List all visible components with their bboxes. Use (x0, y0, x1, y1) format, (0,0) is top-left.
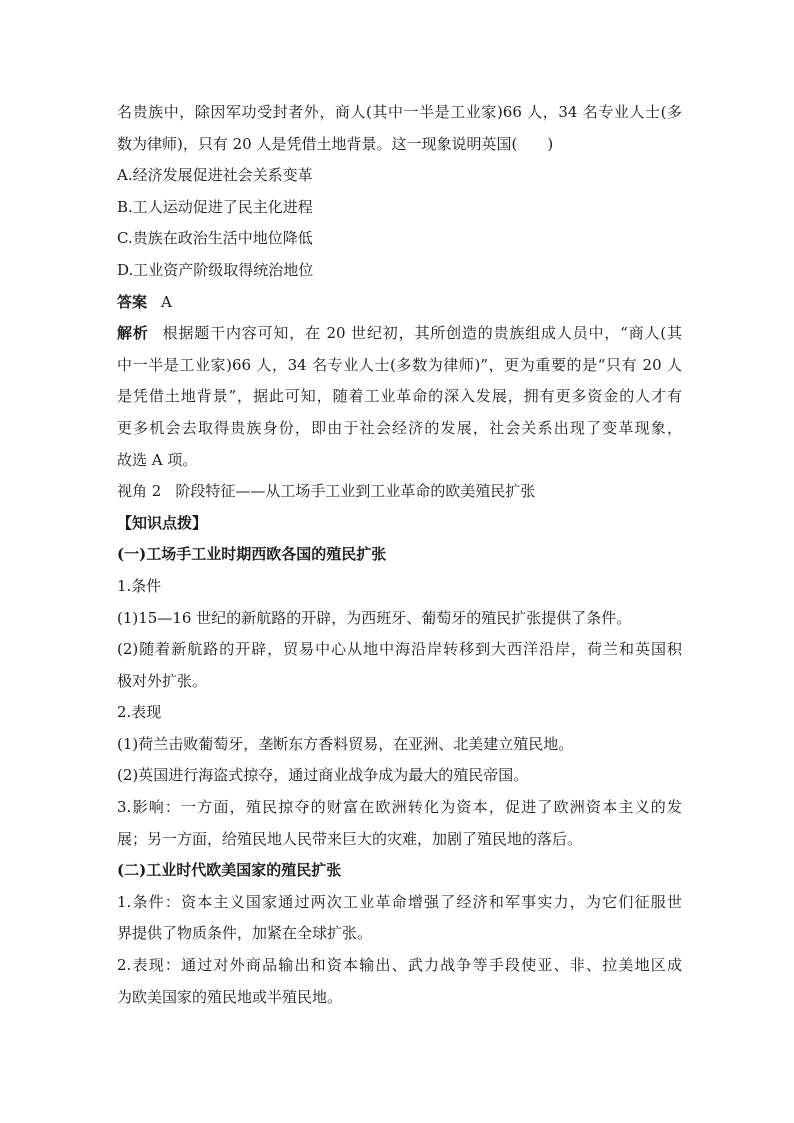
analysis-label: 解析 (117, 324, 149, 343)
section1-perf-item: (1)荷兰击败葡萄牙，垄断东方香料贸易，在亚洲、北美建立殖民地。 (117, 734, 574, 753)
analysis-line: 故选 A 项。 (117, 450, 198, 469)
section1-impact-line: 3.影响：一方面，殖民掠夺的财富在欧洲转化为资本，促进了欧洲资本主义的发 (117, 798, 682, 817)
section1-perf-heading: 2.表现 (117, 703, 162, 722)
analysis-line: 是凭借土地背景”，据此可知，随着工业革命的深入发展，拥有更多资金的人才有 (117, 387, 682, 406)
answer-line (117, 287, 682, 319)
section2-perf-line: 2.表现：通过对外商品输出和资本输出、武力战争等手段使亚、非、拉美地区成 (117, 956, 682, 975)
section1-cond-item: (2)随着新航路的开辟，贸易中心从地中海沿岸转移到大西洋沿岸，荷兰和英国积 (117, 640, 682, 659)
perspective-heading (117, 476, 682, 508)
document-body (117, 97, 682, 1013)
option-c: C.贵族在政治生活中地位降低 (117, 229, 313, 248)
section2-perf-line: 为欧美国家的殖民地或半殖民地。 (117, 987, 343, 1006)
option-a: A.经济发展促进社会关系变革 (117, 166, 313, 185)
section1-cond-heading: 1.条件 (117, 576, 162, 595)
question-text-line: 数为律师)，只有 20 人是凭借土地背景。这一现象说明英国( ) (117, 134, 554, 153)
section1-heading: (一)工场手工业时期西欧各国的殖民扩张 (117, 545, 387, 564)
section1-cond-item: (1)15—16 世纪的新航路的开辟，为西班牙、葡萄牙的殖民扩张提供了条件。 (117, 608, 632, 627)
analysis-line: 更多机会去取得贵族身份，即由于社会经济的发展，社会关系出现了变革现象， (117, 418, 682, 437)
perspective-title: 阶段特征——从工场手工业到工业革命的欧美殖民扩张 (175, 482, 536, 501)
section2-heading: (二)工业时代欧美国家的殖民扩张 (117, 861, 342, 880)
option-d: D.工业资产阶级取得统治地位 (117, 260, 314, 279)
section2-cond-line: 界提供了物质条件，加紧在全球扩张。 (117, 924, 373, 943)
section1-impact-line: 展；另一方面，给殖民地人民带来巨大的灾难，加剧了殖民地的落后。 (117, 829, 583, 848)
perspective-label: 视角 2 (117, 482, 162, 501)
answer-label: 答案 (117, 292, 148, 311)
question-text-line: 名贵族中，除因军功受封者外，商人(其中一半是工业家)66 人，34 名专业人士(多 (117, 103, 682, 121)
section1-cond-item: 极对外扩张。 (117, 671, 208, 690)
analysis-text: 根据题干内容可知，在 20 世纪初，其所创造的贵族组成人员中，“商人(其 (162, 324, 682, 343)
answer-value: A (161, 292, 172, 311)
analysis-line (117, 318, 682, 350)
option-b: B.工人运动促进了民主化进程 (117, 197, 313, 216)
section2-cond-line: 1.条件：资本主义国家通过两次工业革命增强了经济和军事实力，为它们征服世 (117, 892, 682, 911)
analysis-line: 中一半是工业家)66 人，34 名专业人士(多数为律师)”，更为重要的是“只有 20 人 (117, 355, 682, 374)
knowledge-heading: 【知识点拨】 (117, 513, 208, 532)
section1-perf-item: (2)英国进行海盗式掠夺，通过商业战争成为最大的殖民帝国。 (117, 766, 529, 785)
